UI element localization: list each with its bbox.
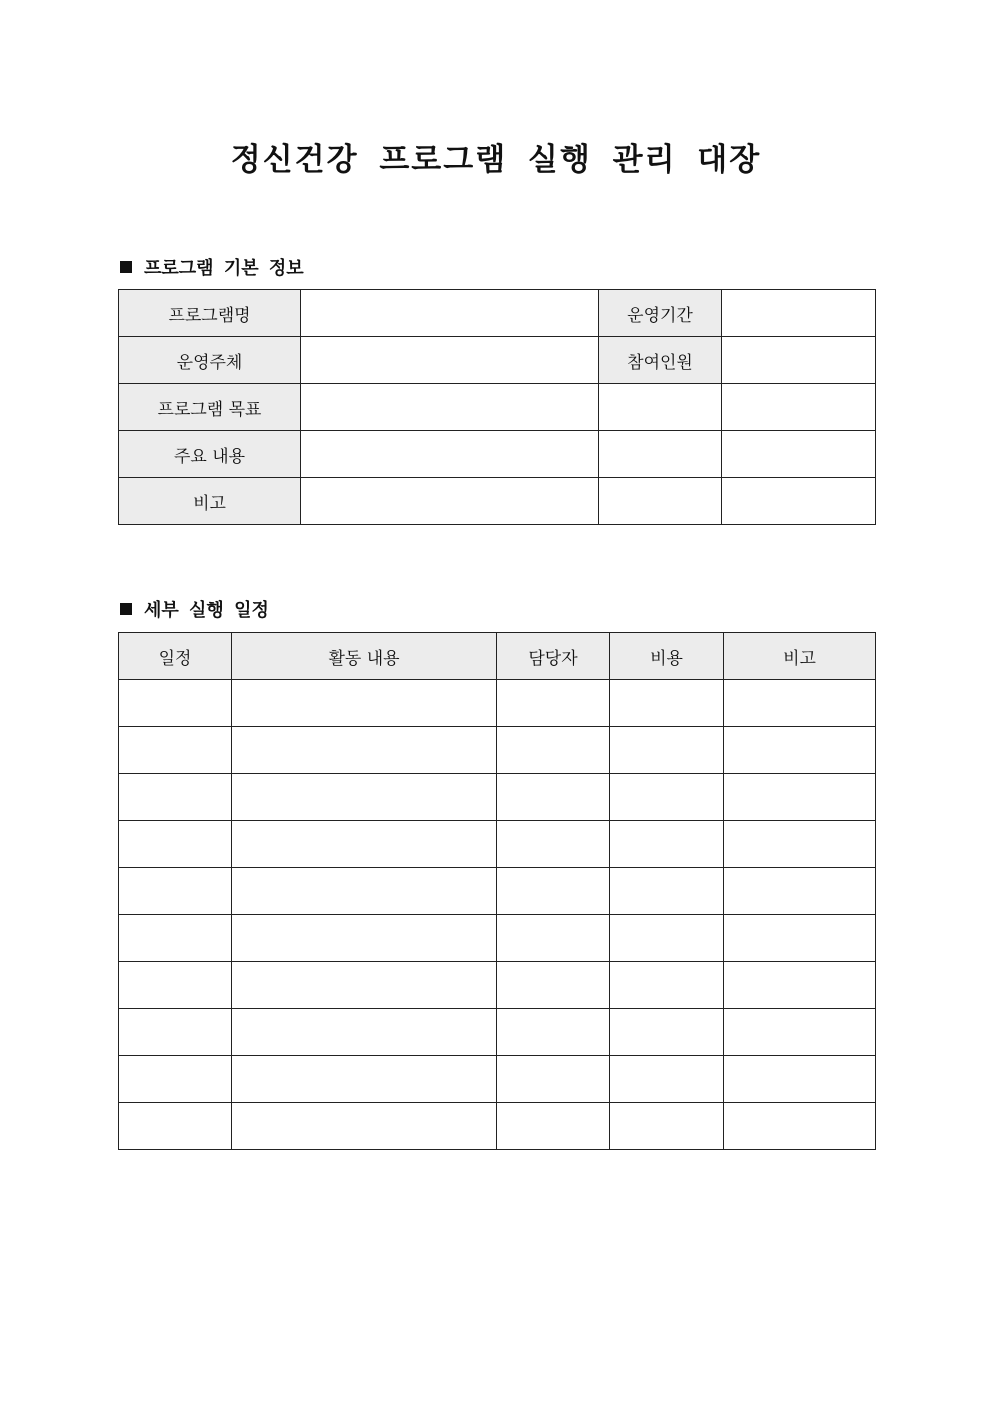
schedule-cell[interactable] [497,868,610,915]
info-value-field[interactable] [301,431,599,478]
info-value-field[interactable] [301,384,599,431]
schedule-cell[interactable] [724,680,876,727]
info-label: 참여인원 [599,337,722,384]
info-value-field[interactable] [722,478,876,525]
info-value-field[interactable] [301,478,599,525]
schedule-cell[interactable] [724,821,876,868]
schedule-cell[interactable] [610,1056,724,1103]
square-bullet-icon [120,261,132,273]
info-row [119,290,876,337]
table-row [119,680,876,727]
column-header: 일정 [119,633,232,680]
schedule-cell[interactable] [119,962,232,1009]
info-label: 프로그램 목표 [119,384,301,431]
schedule-cell[interactable] [119,1009,232,1056]
basic-info-heading [120,254,304,280]
info-value-field[interactable] [722,431,876,478]
schedule-header-row [119,633,876,680]
schedule-cell[interactable] [497,821,610,868]
schedule-cell[interactable] [610,868,724,915]
schedule-cell[interactable] [119,868,232,915]
info-row [119,384,876,431]
schedule-cell[interactable] [497,774,610,821]
schedule-cell[interactable] [724,962,876,1009]
schedule-cell[interactable] [119,680,232,727]
info-row [119,478,876,525]
table-row [119,727,876,774]
schedule-cell[interactable] [232,821,497,868]
schedule-cell[interactable] [232,680,497,727]
schedule-cell[interactable] [497,915,610,962]
schedule-cell[interactable] [724,1103,876,1150]
schedule-cell[interactable] [119,821,232,868]
page-title: 정신건강 프로그램 실행 관리 대장 [230,142,762,178]
schedule-cell[interactable] [497,962,610,1009]
schedule-cell[interactable] [232,1103,497,1150]
info-value-field[interactable] [301,290,599,337]
schedule-cell[interactable] [232,774,497,821]
schedule-heading-text: 세부 실행 일정 [144,600,269,621]
info-value-field[interactable] [301,337,599,384]
info-extra-field[interactable] [599,384,722,431]
info-label: 비고 [119,478,301,525]
schedule-cell[interactable] [119,1103,232,1150]
schedule-cell[interactable] [610,1103,724,1150]
schedule-cell[interactable] [232,1009,497,1056]
schedule-heading [120,596,269,622]
table-row [119,962,876,1009]
schedule-cell[interactable] [497,680,610,727]
schedule-cell[interactable] [610,727,724,774]
schedule-cell[interactable] [724,1056,876,1103]
schedule-cell[interactable] [232,727,497,774]
schedule-cell[interactable] [232,962,497,1009]
info-extra-field[interactable] [599,431,722,478]
column-header: 담당자 [497,633,610,680]
column-header: 활동 내용 [232,633,497,680]
table-row [119,774,876,821]
schedule-cell[interactable] [724,868,876,915]
info-label: 프로그램명 [119,290,301,337]
column-header: 비용 [610,633,724,680]
info-label: 운영기간 [599,290,722,337]
schedule-table [118,632,876,1150]
info-extra-field[interactable] [599,478,722,525]
table-row [119,1009,876,1056]
info-row [119,337,876,384]
info-value-field[interactable] [722,290,876,337]
square-bullet-icon [120,603,132,615]
info-label: 주요 내용 [119,431,301,478]
schedule-cell[interactable] [119,774,232,821]
schedule-cell[interactable] [497,1056,610,1103]
basic-info-heading-text: 프로그램 기본 정보 [144,258,304,279]
schedule-cell[interactable] [610,962,724,1009]
schedule-cell[interactable] [724,774,876,821]
schedule-cell[interactable] [610,1009,724,1056]
schedule-cell[interactable] [119,1056,232,1103]
schedule-cell[interactable] [497,727,610,774]
info-label: 운영주체 [119,337,301,384]
table-row [119,1103,876,1150]
info-value-field[interactable] [722,384,876,431]
schedule-cell[interactable] [610,821,724,868]
schedule-cell[interactable] [119,727,232,774]
schedule-cell[interactable] [724,915,876,962]
table-row [119,821,876,868]
schedule-cell[interactable] [232,915,497,962]
schedule-cell[interactable] [610,680,724,727]
schedule-cell[interactable] [610,774,724,821]
schedule-cell[interactable] [497,1103,610,1150]
schedule-cell[interactable] [232,868,497,915]
basic-info-table [118,289,876,525]
schedule-cell[interactable] [119,915,232,962]
schedule-cell[interactable] [724,727,876,774]
column-header: 비고 [724,633,876,680]
table-row [119,868,876,915]
schedule-cell[interactable] [497,1009,610,1056]
schedule-cell[interactable] [724,1009,876,1056]
info-row [119,431,876,478]
table-row [119,915,876,962]
info-value-field[interactable] [722,337,876,384]
schedule-cell[interactable] [232,1056,497,1103]
schedule-cell[interactable] [610,915,724,962]
table-row [119,1056,876,1103]
